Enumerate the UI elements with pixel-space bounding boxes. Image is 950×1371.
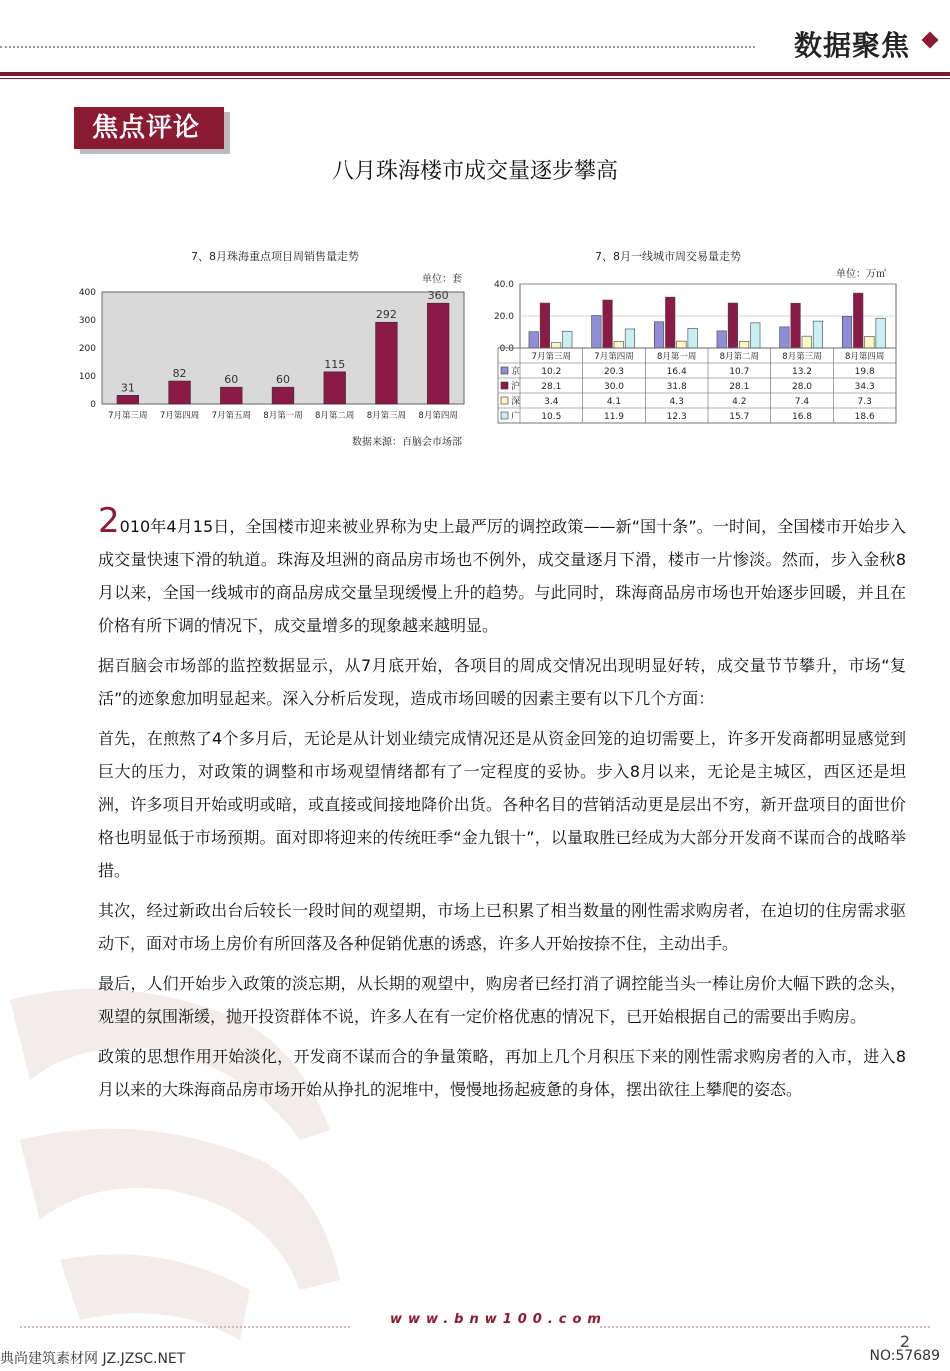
table-cell: 34.3 [854, 382, 875, 392]
article-title: 八月珠海楼市成交量逐步攀高 [331, 159, 618, 184]
watermark-right: NO:57689 [869, 1348, 940, 1364]
table-cell: 10.5 [541, 412, 562, 422]
bar-深 [551, 343, 561, 348]
bar-广 [625, 329, 635, 348]
y-tick-label: 100 [78, 372, 96, 382]
chart-1 [70, 240, 480, 455]
table-cell: 28.0 [791, 382, 813, 392]
paragraph-4: 其次，经过新政出台后较长一段时间的观望期，市场上已积累了相当数量的刚性需求购房者，在迫切的住房需求驱动下，面对市场上房价有所回落及各种促销优惠的诱惑，许多人开始按捺不住，主动出手。 [98, 901, 906, 953]
data-label: 115 [324, 357, 346, 371]
data-label: 360 [427, 289, 449, 303]
table-cell: 20.3 [603, 367, 625, 377]
x-tick-label: 8月第一周 [263, 411, 303, 421]
dropcap: 2 [98, 501, 120, 541]
x-tick-label: 7月第三周 [108, 411, 148, 421]
footer-url[interactable]: www.bnw100.com [390, 1312, 607, 1327]
bar-京 [592, 316, 602, 348]
bar-广 [688, 328, 698, 348]
chart-2-title: 7、8月一线城市周交易量走势 [595, 250, 741, 263]
bar-深 [865, 336, 875, 348]
chart-1-title: 7、8月珠海重点项目周销售量走势 [191, 250, 359, 263]
x-tick-label: 8月第四周 [418, 411, 458, 421]
bar-沪 [603, 300, 613, 348]
table-cell: 4.3 [669, 397, 684, 407]
paragraph-text: 010年4月15日，全国楼市迎来被业界称为史上最严厉的调控政策——新“国十条”。一时间，全国楼市开始步入成交量快速下滑的轨道。珠海及坦洲的商品房市场也不例外，成交量逐月下滑，楼市一片惨淡。然而，步入金秋8月以来，全国一线城市的商品房成交量呈现缓慢上升的趋势。与此同时，珠海商品房市场也开始逐步回暖，并且在价格有所下调的情况下，成交量增多的现象越来越明显。 [98, 517, 906, 635]
legend-label: 沪 [511, 382, 521, 392]
bar [376, 322, 398, 404]
bar-深 [614, 341, 624, 348]
chart-1-source: 数据来源：百脑会市场部 [352, 437, 462, 448]
legend-label: 广 [511, 412, 521, 422]
bar-京 [654, 322, 664, 348]
table-cell: 13.2 [791, 367, 813, 377]
bar [427, 303, 449, 404]
bar-广 [563, 331, 573, 348]
bar-沪 [791, 303, 801, 348]
bar-沪 [540, 303, 550, 348]
y-tick-label: 300 [78, 316, 96, 326]
bar [169, 381, 191, 404]
x-tick-label: 8月第二周 [315, 411, 355, 421]
paragraph-5: 最后，人们开始步入政策的淡忘期，从长期的观望中，购房者已经打消了调控能当头一棒让房价大幅下跌的念头，观望的氛围渐缓，抛开投资群体不说，许多人在有一定价格优惠的情况下，已开始根据自己的需要出手购房。 [98, 974, 906, 1026]
x-tick-label: 7月第四周 [159, 411, 200, 421]
bar-广 [813, 321, 823, 348]
data-label: 292 [375, 308, 397, 322]
bar-广 [876, 318, 886, 348]
footer-dotted-line-right [600, 1326, 930, 1328]
y-tick-label: 20.0 [493, 312, 514, 322]
bar-京 [717, 331, 727, 348]
chart-1-plot [70, 280, 480, 430]
y-tick-label: 400 [78, 288, 96, 298]
paragraph-6: 政策的思想作用开始淡化，开发商不谋而合的争量策略，再加上几个月积压下来的刚性需求购房者的入市，进入8月以来的大珠海商品房市场开始从挣扎的泥堆中，慢慢地扬起疲惫的身体，摆出欲往上攀爬的姿态。 [98, 1047, 906, 1099]
table-cell: 19.8 [854, 367, 875, 377]
table-cell: 16.4 [666, 367, 687, 377]
article-body [98, 501, 906, 1113]
diamond-icon [922, 32, 939, 49]
chart-2-unit: 单位：万㎡ [836, 269, 886, 280]
header-dotted-line [0, 46, 755, 48]
header-rule [0, 72, 950, 76]
table-cell: 28.1 [729, 382, 750, 392]
data-label: 31 [120, 381, 135, 395]
legend-label: 深 [511, 397, 521, 407]
table-cell: 28.1 [541, 382, 562, 392]
chart-2-plot [488, 276, 908, 426]
x-tick-label: 7月第四周 [594, 352, 634, 362]
table-cell: 7.3 [857, 397, 872, 407]
table-cell: 18.6 [854, 412, 875, 422]
y-tick-label: 200 [78, 344, 96, 354]
legend-swatch [501, 397, 508, 404]
table-cell: 31.8 [666, 382, 687, 392]
bar-沪 [665, 297, 675, 348]
table-cell: 16.8 [791, 412, 813, 422]
table-cell: 30.0 [603, 382, 625, 392]
x-tick-label: 8月第三周 [366, 411, 407, 421]
legend-swatch [501, 367, 508, 374]
table-cell: 15.7 [729, 412, 750, 422]
y-tick-label: 0.0 [499, 344, 514, 354]
table-cell: 11.9 [603, 412, 625, 422]
y-tick-label: 40.0 [493, 280, 514, 290]
table-cell: 7.4 [794, 397, 810, 407]
header-title: 数据聚焦 [793, 29, 910, 62]
data-label: 60 [276, 373, 290, 387]
bar [117, 395, 139, 404]
x-tick-label: 8月第一周 [656, 352, 697, 362]
bar-京 [780, 327, 790, 348]
paragraph-3: 首先，在煎熬了4个多月后，无论是从计划业绩完成情况还是从资金回笼的迫切需要上，许多开发商都明显感觉到巨大的压力，对政策的调整和市场观望情绪都有了一定程度的妥协。步入8月以来，无论是主城区，西区还是坦洲，许多项目开始或明或暗，或直接或间接地降价出货。各种名目的营销活动更是层出不穷，新开盘项目的面世价格也明显低于市场预期。面对即将迎来的传统旺季“金九银十”，以量取胜已经成为大部分开发商不谋而合的战略举措。 [98, 729, 906, 880]
data-label: 82 [172, 367, 187, 381]
legend-swatch [501, 382, 508, 389]
bar-深 [677, 341, 687, 348]
legend-swatch [501, 412, 508, 419]
y-tick-label: 0 [90, 400, 96, 410]
chart-1-unit: 单位：套 [422, 274, 462, 285]
table-cell: 10.7 [729, 367, 750, 377]
bar-沪 [728, 303, 738, 348]
bar-京 [529, 332, 539, 348]
table-cell: 12.3 [666, 412, 687, 422]
x-tick-label: 8月第四周 [844, 352, 885, 362]
bar [324, 372, 346, 404]
chart-2 [488, 240, 908, 430]
bar-沪 [853, 293, 863, 348]
bar-京 [842, 316, 852, 348]
table-cell: 10.2 [541, 367, 562, 377]
legend-label: 京 [511, 367, 521, 377]
footer-dotted-line-left [20, 1326, 350, 1328]
header-rule-thin [0, 78, 950, 79]
bar-深 [802, 336, 812, 348]
data-label: 60 [224, 373, 239, 387]
watermark-left: 典尚建筑素材网 JZ.JZSC.NET [0, 1351, 186, 1367]
table-cell: 3.4 [544, 397, 559, 407]
page-number: 2 [899, 1332, 910, 1351]
bar [272, 387, 294, 404]
x-tick-label: 7月第三周 [531, 352, 572, 362]
table-cell: 4.2 [732, 397, 747, 407]
bar-广 [751, 323, 761, 348]
table-cell: 4.1 [606, 397, 622, 407]
bar-深 [739, 341, 749, 348]
paragraph-1 [98, 501, 906, 642]
section-tab: 焦点评论 [74, 107, 224, 149]
paragraph-2: 据百脑会市场部的监控数据显示，从7月底开始，各项目的周成交情况出现明显好转，成交量节节攀升，市场“复活”的迹象愈加明显起来。深入分析后发现，造成市场回暖的因素主要有以下几个方面： [98, 656, 906, 708]
x-tick-label: 7月第五周 [211, 411, 251, 421]
x-tick-label: 8月第三周 [782, 352, 822, 362]
bar [220, 387, 242, 404]
x-tick-label: 8月第二周 [719, 352, 760, 362]
